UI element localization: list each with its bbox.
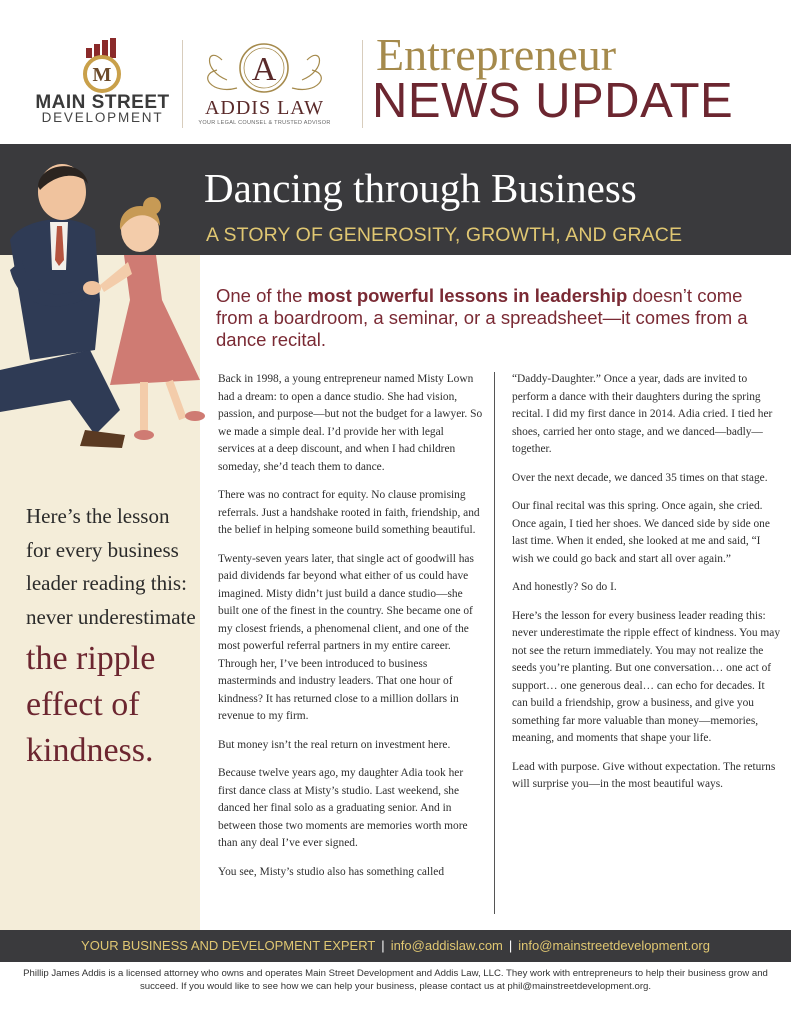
lead-emphasis: most powerful lessons in leadership bbox=[307, 285, 628, 306]
paragraph: Because twelve years ago, my daughter Adia took her first dance class at Misty’s studio. Last weekend, she danced her final solo as a graduating senior. And in between those two moments are memories worth more than any deal I’ve ever signed. bbox=[218, 767, 468, 849]
footer-email-mainstreet[interactable]: info@mainstreetdevelopment.org bbox=[518, 938, 710, 953]
paragraph: “Daddy-Daughter.” Once a year, dads are invited to perform a dance with their daughters during the spring recital. I did my first dance in 2014. Adia cried. I tied her shoes, carried her onto stage, and we danced—badly—together. bbox=[512, 373, 773, 455]
footer-email-addislaw[interactable]: info@addislaw.com bbox=[390, 938, 503, 953]
pull-quote-emphasis: the ripple effect of kindness. bbox=[26, 640, 156, 769]
paragraph: Our final recital was this spring. Once again, she cried. Once again, I tied her shoes. We danced side by side one last time. When it ended, she looked at me and said, “I wish we could go back and start all over again.” bbox=[512, 500, 770, 565]
paragraph: Here’s the lesson for every business leader reading this: never underestimate the ripple effect of kindness. You may not see the return immediately. You may not realize the seeds you’re planting. But one conversation… one act of support… one generous deal… can echo for decades. It can build a friendship, grow a business, and give you something far more valuable than money—memories, meaning, and moments that shape your life. bbox=[512, 609, 781, 744]
main-street-monogram: M bbox=[92, 64, 112, 86]
newsletter-title-news-update: NEWS UPDATE bbox=[372, 74, 734, 128]
column-divider bbox=[494, 372, 495, 914]
header-divider bbox=[362, 40, 363, 128]
father-daughter-dance-illustration bbox=[0, 150, 215, 470]
footer-separator: | bbox=[381, 938, 385, 953]
footer-separator: | bbox=[508, 938, 513, 953]
lead-text-end: doesn’t come from a boardroom, a seminar, or a spreadsheet—it comes from a dance recital. bbox=[216, 285, 748, 350]
addis-law-name: ADDIS LAW bbox=[204, 97, 325, 119]
paragraph: There was no contract for equity. No clause promising referrals. Just a handshake rooted in faith, friendship, and the belief in helping someone build something beautiful. bbox=[218, 489, 480, 536]
header-divider bbox=[182, 40, 183, 128]
paragraph: Twenty-seven years later, that single act of goodwill has paid dividends far beyond what either of us could have imagined. Misty didn’t just build a dance studio—she built one of the finest in the country. She became one of my closest friends, a phenomenal client, and one of the most powerful referral partners in my entire career. Through her, I’ve been introduced to business masterminds and industry leaders. That one hour of kindness? It has returned close to a million dollars in revenue to my firm. bbox=[218, 552, 474, 722]
paragraph: Over the next decade, we danced 35 times on that stage. bbox=[512, 471, 768, 484]
footer-contact-line bbox=[0, 938, 791, 953]
paragraph: But money isn’t the real return on investment here. bbox=[218, 738, 451, 751]
lead-text-start: One of the bbox=[216, 285, 308, 306]
addis-law-tagline: YOUR LEGAL COUNSEL & TRUSTED ADVISOR bbox=[198, 120, 331, 126]
article-column-left bbox=[218, 371, 483, 892]
paragraph: And honestly? So do I. bbox=[512, 581, 617, 593]
paragraph: Lead with purpose. Give without expectation. The returns will surprise you—in the most beautiful ways. bbox=[512, 760, 776, 790]
lead-paragraph bbox=[216, 285, 776, 351]
pull-quote bbox=[26, 500, 198, 774]
article-title: Dancing through Business bbox=[204, 165, 637, 211]
paragraph: You see, Misty’s studio also has something called bbox=[218, 865, 445, 878]
article-subtitle: A STORY OF GENEROSITY, GROWTH, AND GRACE bbox=[206, 224, 683, 246]
newsletter-title-entrepreneur: Entrepreneur bbox=[376, 29, 617, 80]
paragraph: Back in 1998, a young entrepreneur named Misty Lown had a dream: to open a dance studio. She had vision, passion, and purpose—but not the budget for a lawyer. So we made a simple deal. I’d provide her with legal services at a deep discount, and when I had children someday, she’d teach them to dance. bbox=[218, 373, 483, 473]
footer-tagline: YOUR BUSINESS AND DEVELOPMENT EXPERT bbox=[81, 938, 376, 953]
footer-disclaimer: Phillip James Addis is a licensed attorney who owns and operates Main Street Development and Addis Law, LLC. They work with entrepreneurs to help their business grow and succeed. If you would like to see how we can help your business, please contact us at phil@mainstreetdevelopment.org. bbox=[23, 968, 768, 992]
pull-quote-lead: Here’s the lesson for every business leader reading this: never underestimate bbox=[26, 504, 196, 629]
main-street-name: MAIN STREET bbox=[35, 92, 170, 113]
main-street-subname: DEVELOPMENT bbox=[41, 110, 164, 125]
article-column-right bbox=[512, 371, 782, 805]
addis-law-monogram: A bbox=[251, 51, 277, 88]
